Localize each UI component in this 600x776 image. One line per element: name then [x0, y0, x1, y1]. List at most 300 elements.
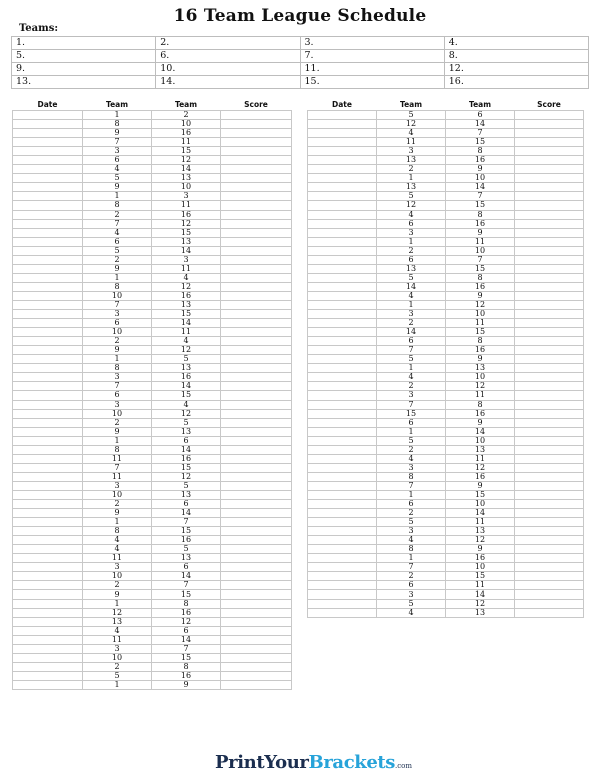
team-cell: 14 [152, 572, 221, 581]
score-cell[interactable] [515, 120, 584, 129]
date-cell[interactable] [308, 183, 377, 192]
game-row [308, 599, 584, 608]
brand-logo[interactable] [215, 752, 412, 773]
team-slot[interactable]: 8. [444, 50, 588, 63]
date-cell[interactable] [13, 445, 83, 454]
score-cell[interactable] [515, 192, 584, 201]
date-cell[interactable] [13, 246, 83, 255]
score-cell[interactable] [515, 490, 584, 499]
score-cell[interactable] [515, 165, 584, 174]
team-cell: 8 [152, 599, 221, 608]
team-slot[interactable]: 3. [300, 37, 444, 50]
team-cell: 7 [446, 129, 515, 138]
score-cell[interactable] [221, 156, 292, 165]
score-cell[interactable] [515, 201, 584, 210]
score-cell[interactable] [515, 545, 584, 554]
score-cell[interactable] [515, 518, 584, 527]
score-cell[interactable] [515, 310, 584, 319]
team-cell: 4 [377, 608, 446, 617]
date-cell[interactable] [308, 328, 377, 337]
score-cell[interactable] [221, 418, 292, 427]
score-cell[interactable] [221, 120, 292, 129]
score-cell[interactable] [515, 183, 584, 192]
score-cell[interactable] [515, 527, 584, 536]
date-cell[interactable] [13, 590, 83, 599]
score-cell[interactable] [515, 300, 584, 309]
date-cell[interactable] [308, 509, 377, 518]
score-cell[interactable] [515, 463, 584, 472]
date-cell[interactable] [13, 183, 83, 192]
score-cell[interactable] [221, 545, 292, 554]
date-cell[interactable] [308, 554, 377, 563]
date-cell[interactable] [13, 608, 83, 617]
score-cell[interactable] [221, 129, 292, 138]
date-cell[interactable] [13, 310, 83, 319]
score-cell[interactable] [515, 364, 584, 373]
score-cell[interactable] [221, 617, 292, 626]
date-cell[interactable] [13, 237, 83, 246]
date-cell[interactable] [308, 454, 377, 463]
date-cell[interactable] [13, 346, 83, 355]
date-cell[interactable] [13, 111, 83, 120]
game-row [308, 382, 584, 391]
score-cell[interactable] [221, 454, 292, 463]
date-cell[interactable] [13, 129, 83, 138]
date-cell[interactable] [13, 644, 83, 653]
score-cell[interactable] [515, 129, 584, 138]
date-cell[interactable] [13, 427, 83, 436]
date-cell[interactable] [13, 382, 83, 391]
team-slot[interactable]: 7. [300, 50, 444, 63]
score-cell[interactable] [515, 174, 584, 183]
date-cell[interactable] [308, 355, 377, 364]
team-cell: 16 [152, 608, 221, 617]
date-cell[interactable] [13, 409, 83, 418]
team-cell: 5 [377, 518, 446, 527]
score-cell[interactable] [221, 246, 292, 255]
date-cell[interactable] [308, 382, 377, 391]
date-cell[interactable] [13, 210, 83, 219]
date-cell[interactable] [308, 536, 377, 545]
score-cell[interactable] [221, 219, 292, 228]
date-cell[interactable] [13, 138, 83, 147]
date-cell[interactable] [308, 174, 377, 183]
date-cell[interactable] [13, 319, 83, 328]
score-cell[interactable] [221, 662, 292, 671]
date-cell[interactable] [308, 563, 377, 572]
date-cell[interactable] [308, 608, 377, 617]
team-cell: 12 [152, 409, 221, 418]
score-cell[interactable] [515, 454, 584, 463]
score-cell[interactable] [221, 364, 292, 373]
team-slot[interactable]: 13. [12, 76, 156, 89]
date-cell[interactable] [308, 337, 377, 346]
score-cell[interactable] [221, 183, 292, 192]
date-cell[interactable] [308, 210, 377, 219]
team-cell: 16 [152, 210, 221, 219]
date-cell[interactable] [13, 264, 83, 273]
game-row [308, 237, 584, 246]
score-cell[interactable] [515, 138, 584, 147]
date-cell[interactable] [308, 581, 377, 590]
team-slot[interactable]: 5. [12, 50, 156, 63]
date-cell[interactable] [308, 346, 377, 355]
score-cell[interactable] [515, 156, 584, 165]
date-cell[interactable] [13, 291, 83, 300]
date-cell[interactable] [308, 264, 377, 273]
date-cell[interactable] [13, 653, 83, 662]
score-cell[interactable] [221, 346, 292, 355]
date-cell[interactable] [308, 373, 377, 382]
date-cell[interactable] [13, 228, 83, 237]
score-cell[interactable] [221, 518, 292, 527]
team-cell: 14 [377, 282, 446, 291]
date-cell[interactable] [308, 192, 377, 201]
team-cell: 8 [83, 445, 152, 454]
score-cell[interactable] [221, 111, 292, 120]
team-cell: 14 [446, 427, 515, 436]
team-cell: 4 [83, 165, 152, 174]
date-cell[interactable] [13, 454, 83, 463]
score-cell[interactable] [221, 255, 292, 264]
date-cell[interactable] [13, 671, 83, 680]
date-cell[interactable] [308, 527, 377, 536]
score-cell[interactable] [221, 409, 292, 418]
date-cell[interactable] [308, 282, 377, 291]
score-cell[interactable] [221, 282, 292, 291]
score-cell[interactable] [515, 147, 584, 156]
team-slot[interactable]: 4. [444, 37, 588, 50]
game-row [13, 282, 292, 291]
game-row [308, 436, 584, 445]
score-cell[interactable] [221, 373, 292, 382]
date-cell[interactable] [308, 129, 377, 138]
date-cell[interactable] [13, 355, 83, 364]
score-cell[interactable] [221, 680, 292, 689]
date-cell[interactable] [13, 463, 83, 472]
date-cell[interactable] [308, 436, 377, 445]
game-row [308, 554, 584, 563]
date-cell[interactable] [308, 156, 377, 165]
score-cell[interactable] [221, 644, 292, 653]
date-cell[interactable] [308, 427, 377, 436]
score-cell[interactable] [515, 409, 584, 418]
date-cell[interactable] [308, 418, 377, 427]
score-cell[interactable] [221, 500, 292, 509]
score-cell[interactable] [221, 608, 292, 617]
score-cell[interactable] [221, 653, 292, 662]
date-cell[interactable] [13, 518, 83, 527]
score-cell[interactable] [515, 509, 584, 518]
score-cell[interactable] [515, 427, 584, 436]
score-cell[interactable] [221, 445, 292, 454]
score-cell[interactable] [515, 264, 584, 273]
team-cell: 13 [152, 427, 221, 436]
date-cell[interactable] [13, 328, 83, 337]
date-cell[interactable] [13, 545, 83, 554]
score-cell[interactable] [515, 536, 584, 545]
score-cell[interactable] [515, 246, 584, 255]
team-slot[interactable]: 16. [444, 76, 588, 89]
game-row [13, 536, 292, 545]
date-cell[interactable] [308, 500, 377, 509]
date-cell[interactable] [13, 418, 83, 427]
score-cell[interactable] [221, 291, 292, 300]
date-cell[interactable] [13, 147, 83, 156]
date-cell[interactable] [308, 111, 377, 120]
score-cell[interactable] [515, 581, 584, 590]
date-cell[interactable] [13, 536, 83, 545]
date-cell[interactable] [13, 282, 83, 291]
date-cell[interactable] [308, 545, 377, 554]
score-cell[interactable] [221, 337, 292, 346]
score-cell[interactable] [221, 671, 292, 680]
score-cell[interactable] [515, 282, 584, 291]
team-cell: 5 [152, 418, 221, 427]
score-cell[interactable] [221, 147, 292, 156]
team-cell: 2 [377, 509, 446, 518]
score-cell[interactable] [515, 608, 584, 617]
date-cell[interactable] [308, 518, 377, 527]
score-cell[interactable] [515, 391, 584, 400]
date-cell[interactable] [308, 219, 377, 228]
date-cell[interactable] [13, 500, 83, 509]
date-cell[interactable] [13, 599, 83, 608]
date-cell[interactable] [308, 237, 377, 246]
team-slot[interactable]: 1. [12, 37, 156, 50]
date-cell[interactable] [13, 192, 83, 201]
date-cell[interactable] [13, 436, 83, 445]
score-cell[interactable] [515, 400, 584, 409]
score-cell[interactable] [515, 472, 584, 481]
team-slot[interactable]: 2. [156, 37, 300, 50]
date-cell[interactable] [308, 472, 377, 481]
date-cell[interactable] [308, 273, 377, 282]
score-cell[interactable] [221, 635, 292, 644]
team-cell: 1 [377, 174, 446, 183]
date-cell[interactable] [13, 165, 83, 174]
score-cell[interactable] [221, 391, 292, 400]
date-cell[interactable] [308, 490, 377, 499]
score-cell[interactable] [515, 337, 584, 346]
score-cell[interactable] [221, 165, 292, 174]
score-cell[interactable] [221, 210, 292, 219]
date-cell[interactable] [308, 599, 377, 608]
team-cell: 16 [152, 373, 221, 382]
score-cell[interactable] [515, 563, 584, 572]
score-cell[interactable] [515, 255, 584, 264]
date-cell[interactable] [308, 147, 377, 156]
score-cell[interactable] [221, 590, 292, 599]
score-cell[interactable] [221, 436, 292, 445]
score-cell[interactable] [221, 319, 292, 328]
date-cell[interactable] [13, 219, 83, 228]
date-cell[interactable] [308, 201, 377, 210]
date-cell[interactable] [13, 554, 83, 563]
score-cell[interactable] [221, 527, 292, 536]
date-cell[interactable] [13, 635, 83, 644]
score-cell[interactable] [221, 328, 292, 337]
score-cell[interactable] [515, 500, 584, 509]
game-row [13, 418, 292, 427]
score-cell[interactable] [221, 599, 292, 608]
team-slot[interactable]: 10. [156, 63, 300, 76]
score-cell[interactable] [221, 463, 292, 472]
score-cell[interactable] [515, 382, 584, 391]
score-cell[interactable] [221, 536, 292, 545]
score-cell[interactable] [221, 237, 292, 246]
game-row [13, 373, 292, 382]
date-cell[interactable] [13, 300, 83, 309]
date-cell[interactable] [308, 165, 377, 174]
date-cell[interactable] [13, 120, 83, 129]
score-cell[interactable] [515, 373, 584, 382]
game-row [13, 183, 292, 192]
date-cell[interactable] [13, 400, 83, 409]
date-cell[interactable] [13, 391, 83, 400]
team-cell: 15 [152, 391, 221, 400]
score-cell[interactable] [221, 138, 292, 147]
date-cell[interactable] [308, 409, 377, 418]
date-cell[interactable] [13, 373, 83, 382]
date-cell[interactable] [13, 481, 83, 490]
score-cell[interactable] [515, 572, 584, 581]
date-cell[interactable] [13, 490, 83, 499]
score-cell[interactable] [515, 436, 584, 445]
score-cell[interactable] [221, 572, 292, 581]
score-cell[interactable] [221, 300, 292, 309]
date-cell[interactable] [13, 174, 83, 183]
date-cell[interactable] [308, 120, 377, 129]
score-cell[interactable] [221, 481, 292, 490]
score-cell[interactable] [515, 590, 584, 599]
date-cell[interactable] [13, 563, 83, 572]
game-row [308, 563, 584, 572]
date-cell[interactable] [13, 617, 83, 626]
game-row [308, 219, 584, 228]
score-cell[interactable] [515, 273, 584, 282]
team-slot[interactable]: 12. [444, 63, 588, 76]
date-cell[interactable] [308, 319, 377, 328]
score-cell[interactable] [515, 237, 584, 246]
team-slot[interactable]: 14. [156, 76, 300, 89]
date-cell[interactable] [308, 463, 377, 472]
score-cell[interactable] [221, 228, 292, 237]
score-cell[interactable] [515, 219, 584, 228]
date-cell[interactable] [13, 472, 83, 481]
score-cell[interactable] [221, 174, 292, 183]
date-cell[interactable] [308, 300, 377, 309]
date-cell[interactable] [13, 662, 83, 671]
score-cell[interactable] [515, 111, 584, 120]
schedule-table-left [12, 99, 292, 690]
team-cell: 14 [152, 445, 221, 454]
score-cell[interactable] [221, 355, 292, 364]
score-cell[interactable] [221, 310, 292, 319]
date-cell[interactable] [13, 201, 83, 210]
score-cell[interactable] [221, 201, 292, 210]
date-cell[interactable] [308, 228, 377, 237]
score-cell[interactable] [515, 228, 584, 237]
date-cell[interactable] [308, 481, 377, 490]
score-cell[interactable] [515, 445, 584, 454]
team-header: Team [468, 100, 492, 109]
score-cell[interactable] [221, 382, 292, 391]
score-cell[interactable] [221, 626, 292, 635]
date-cell[interactable] [13, 364, 83, 373]
date-cell[interactable] [308, 391, 377, 400]
date-cell[interactable] [308, 364, 377, 373]
score-cell[interactable] [515, 599, 584, 608]
team-cell: 2 [83, 418, 152, 427]
score-cell[interactable] [515, 481, 584, 490]
score-cell[interactable] [221, 400, 292, 409]
score-cell[interactable] [221, 264, 292, 273]
date-cell[interactable] [308, 310, 377, 319]
date-cell[interactable] [308, 572, 377, 581]
team-slot[interactable]: 6. [156, 50, 300, 63]
date-cell[interactable] [13, 337, 83, 346]
score-cell[interactable] [515, 328, 584, 337]
date-cell[interactable] [13, 581, 83, 590]
date-cell[interactable] [13, 156, 83, 165]
score-cell[interactable] [221, 192, 292, 201]
date-cell[interactable] [308, 246, 377, 255]
game-row [13, 355, 292, 364]
date-cell[interactable] [13, 626, 83, 635]
score-cell[interactable] [221, 581, 292, 590]
score-cell[interactable] [221, 563, 292, 572]
date-cell[interactable] [308, 445, 377, 454]
team-cell: 3 [377, 527, 446, 536]
score-cell[interactable] [221, 427, 292, 436]
team-cell: 6 [377, 255, 446, 264]
score-cell[interactable] [221, 472, 292, 481]
date-cell[interactable] [308, 291, 377, 300]
date-cell[interactable] [308, 255, 377, 264]
score-cell[interactable] [221, 490, 292, 499]
date-cell[interactable] [13, 509, 83, 518]
date-cell[interactable] [308, 138, 377, 147]
team-slot[interactable]: 11. [300, 63, 444, 76]
score-cell[interactable] [221, 554, 292, 563]
score-cell[interactable] [515, 346, 584, 355]
score-cell[interactable] [515, 319, 584, 328]
date-cell[interactable] [13, 680, 83, 689]
score-cell[interactable] [515, 418, 584, 427]
game-row [13, 436, 292, 445]
score-cell[interactable] [515, 210, 584, 219]
score-cell[interactable] [221, 509, 292, 518]
date-cell[interactable] [308, 590, 377, 599]
date-cell[interactable] [13, 527, 83, 536]
date-cell[interactable] [13, 255, 83, 264]
game-row [308, 291, 584, 300]
game-row [308, 373, 584, 382]
game-row [13, 581, 292, 590]
team-slot[interactable]: 15. [300, 76, 444, 89]
score-cell[interactable] [515, 291, 584, 300]
date-cell[interactable] [308, 400, 377, 409]
game-row [308, 355, 584, 364]
team-slot[interactable]: 9. [12, 63, 156, 76]
team-cell: 14 [446, 120, 515, 129]
score-cell[interactable] [515, 554, 584, 563]
date-cell[interactable] [13, 572, 83, 581]
date-cell[interactable] [13, 273, 83, 282]
score-cell[interactable] [221, 273, 292, 282]
score-cell[interactable] [515, 355, 584, 364]
